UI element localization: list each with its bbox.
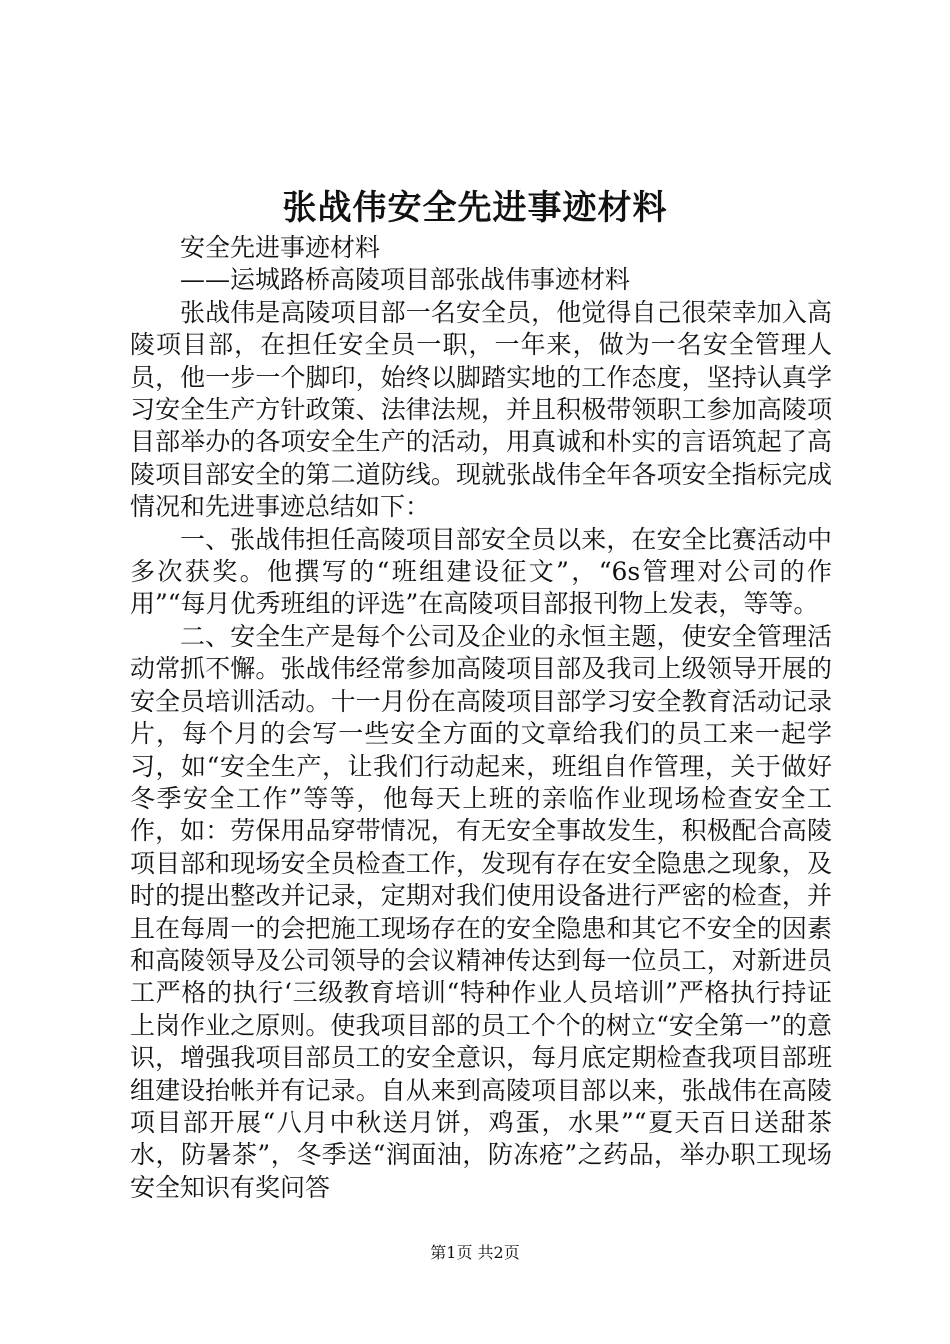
- subtitle-source-paragraph: ——运城路桥高陵项目部张战伟事迹材料: [180, 265, 631, 295]
- intro-paragraph: 张战伟是高陵项目部一名安全员，他觉得自己很荣幸加入高陵项目部，在担任安全员一职，一年来，做为一名安全管理人员，他一步一个脚印，始终以脚踏实地的工作态度，坚持认真学习安全生产方针政策、法律法规，并且积极带领职工参加高陵项目部举办的各项安全生产的活动，用真诚和朴实的言语筑起了高陵项目部安全的第二道防线。现就张战伟全年各项安全指标完成情况和先进事迹总结如下：: [130, 297, 832, 522]
- page-number-footer: 第1页 共2页: [430, 1243, 520, 1262]
- subtitle-paragraph: 安全先进事迹材料: [180, 233, 381, 262]
- section-one-paragraph: 一、张战伟担任高陵项目部安全员以来，在安全比赛活动中多次获奖。他撰写的“班组建设征文”，“6s管理对公司的作用”“每月优秀班组的评选”在高陵项目部报刊物上发表，等等。: [130, 524, 832, 619]
- document-body: [130, 232, 832, 1204]
- document-title: 张战伟安全先进事迹材料: [282, 188, 668, 228]
- section-two-paragraph: 二、安全生产是每个公司及企业的永恒主题，使安全管理活动常抓不懈。张战伟经常参加高陵项目部及我司上级领导开展的安全员培训活动。十一月份在高陵项目部学习安全教育活动记录片，每个月的会写一些安全方面的文章给我们的员工来一起学习，如“安全生产，让我们行动起来，班组自作管理，关于做好冬季安全工作”等等，他每天上班的亲临作业现场检查安全工作，如：劳保用品穿带情况，有无安全事故发生，积极配合高陵项目部和现场安全员检查工作，发现有存在安全隐患之现象，及时的提出整改并记录，定期对我们使用设备进行严密的检查，并且在每周一的会把施工现场存在的安全隐患和其它不安全的因素和高陵领导及公司领导的会议精神传达到每一位员工，对新进员工严格的执行‘三级教育培训“特种作业人员培训”严格执行持证上岗作业之原则。使我项目部的员工个个的树立“安全第一”的意识，增强我项目部员工的安全意识，每月底定期检查我项目部班组建设抬帐并有记录。自从来到高陵项目部以来，张战伟在高陵项目部开展“八月中秋送月饼，鸡蛋，水果”“夏天百日送甜茶水，防暑茶”，冬季送“润面油，防冻疮”之药品，举办职工现场安全知识有奖问答: [130, 621, 832, 1202]
